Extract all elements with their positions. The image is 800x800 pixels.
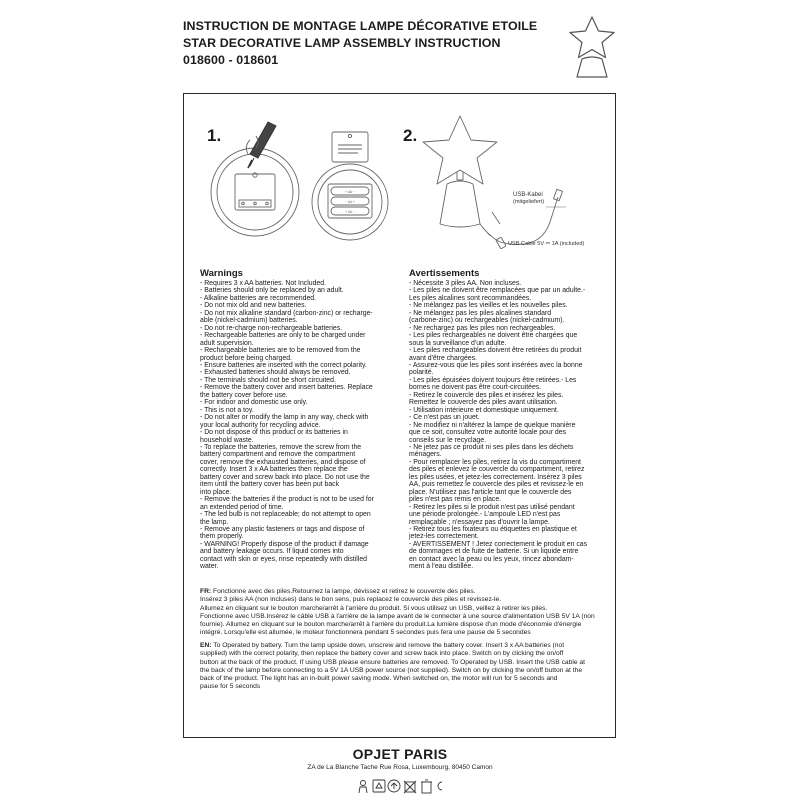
avertissements-heading: Avertissements <box>409 268 480 279</box>
warning-line: water. <box>200 563 219 571</box>
en-instruction-line: button at the back of the product. If using USB please ensure batteries are removed. To Operated by USB. Insert the USB cable at <box>200 658 585 666</box>
warning-line: - Do not mix alkaline standard (carbon-zinc) or recharge- <box>200 309 373 317</box>
warning-line: - Do not dispose of this product or its batteries in <box>200 429 348 437</box>
warning-line: battery compartment and remove the compartment <box>200 451 356 459</box>
warning-line: - Remove the batteries if the product is not to be used for <box>200 496 374 504</box>
en-instruction-line: the back of the lamp before connecting to a 5V 1A USB power source (not supplied). Switch on by clicking the on/off button at the <box>200 666 583 674</box>
avertissement-line: jetez-les correctement. <box>409 533 479 541</box>
step-1-illustration <box>210 112 390 247</box>
lamp-base <box>440 181 480 227</box>
step-1-label: 1. <box>207 126 222 145</box>
warning-line: - Do not mix old and new batteries. <box>200 302 307 310</box>
age-warning-icon <box>359 781 367 794</box>
recycle-box-icon <box>373 780 385 792</box>
waste-bin-icon <box>421 780 432 793</box>
fr-instruction-line: Insérez 3 piles AA (non incluses) dans le bon sens, puis replacez le couvercle des piles et revissez-le. <box>200 596 502 604</box>
warning-line: - The terminals should not be short circuited. <box>200 376 336 384</box>
warning-line: - Ensure batteries are inserted with the correct polarity. <box>200 361 367 369</box>
warning-line: adult supervision. <box>200 339 254 347</box>
warning-line: - Rechargeable batteries are only to be charged under <box>200 332 366 340</box>
avertissement-line: - Les piles rechargeables ne doivent être chargées que <box>409 332 578 340</box>
avertissement-line: sous la surveillance d'un adulte. <box>409 339 507 347</box>
avertissement-line: place. N'utilisez pas l'article tant que le couvercle des <box>409 488 572 496</box>
avertissement-line: ménagers. <box>409 451 442 459</box>
warning-line: - Do not re-charge non-rechargeable batteries. <box>200 324 343 332</box>
star-lamp-logo-icon <box>565 14 619 80</box>
usb-cable-spec-label: USB Cable 5V ⎓ 1A (included) <box>508 241 585 247</box>
avertissement-line: remplaçable ; n'essayez pas d'ouvrir la lampe. <box>409 518 550 526</box>
warning-line: an extended period of time. <box>200 503 284 511</box>
usb-kabel-label: USB-Kabel <box>513 192 543 198</box>
warning-line: - Remove any plastic fasteners or tags and dispose of <box>200 525 365 533</box>
warning-line: product before being charged. <box>200 354 292 362</box>
avertissement-line: - Pour remplacer les piles, retirez la vis du compartiment <box>409 458 581 466</box>
avertissement-line: - Les piles rechargeables doivent être retirées du produit <box>409 347 582 355</box>
avertissement-line: AA, puis remettez le couvercle des piles et revissez-le en <box>409 481 584 489</box>
avertissement-line: conseils sur le recyclage. <box>409 436 486 444</box>
svg-text:+ AA −: + AA − <box>345 190 355 194</box>
avertissement-line: - Utilisation intérieure et domestique uniquement. <box>409 406 559 414</box>
base-underside-left <box>211 148 299 236</box>
fr-instruction-line: intégré. Lorsqu'elle est allumée, le moteur fonctionnera pendant 5 secondes puis fera une pause de 5 secondes <box>200 629 531 637</box>
step-2-illustration <box>420 112 610 257</box>
avertissement-line: avant d'être chargées. <box>409 354 477 362</box>
fr-first-line: Fonctionne avec des piles.Retournez la lampe, dévissez et retirez le couvercle des piles. <box>211 588 476 595</box>
step-2-label: 2. <box>403 126 418 145</box>
avertissement-line: - AVERTISSEMENT ! Jetez correctement le produit en cas <box>409 540 588 548</box>
warning-line: - Rechargeable batteries are to be removed from the <box>200 347 361 355</box>
fr-instruction-line: Allumez en cliquant sur le bouton marche/arrêt à l'arrière du produit. Si vous utilisez un USB, veillez à retirer les piles. <box>200 604 548 612</box>
warnings-heading: Warnings <box>200 268 243 279</box>
english-instructions <box>200 642 605 692</box>
avertissement-line: - Ne mélangez pas les piles alcalines standard <box>409 309 552 317</box>
warning-line: cover, remove the exhausted batteries, and dispose of <box>200 458 366 466</box>
fr-instruction-line: Fonctionne avec USB.Insérez le câble USB à l'arrière de la lampe avant de le connecter à une source d'alimentation USB 5V 1A (non <box>200 612 595 620</box>
avertissement-line: une période prolongée.- L'ampoule LED n'est pas <box>409 511 561 519</box>
french-instructions <box>200 588 605 638</box>
warning-line: into place. <box>200 488 232 496</box>
svg-text:− AA +: − AA + <box>345 200 355 204</box>
battery-cover <box>332 132 368 162</box>
avertissement-line: piles n'est pas remis en place. <box>409 496 502 504</box>
warning-line: household waste. <box>200 436 254 444</box>
avertissement-line: Les piles alcalines sont recommandées. <box>409 294 532 302</box>
warning-line: - To replace the batteries, remove the screw from the <box>200 443 362 451</box>
warning-line: - Batteries should only be replaced by an adult. <box>200 287 344 295</box>
title-french: INSTRUCTION DE MONTAGE LAMPE DÉCORATIVE ETOILE <box>183 19 538 33</box>
avertissement-line: (carbone-zinc) ou rechargeables (nickel-cadmium). <box>409 317 565 325</box>
en-instruction-line: pause for 5 seconds <box>200 683 261 691</box>
warning-line: - Requires 3 x AA batteries. Not Included. <box>200 280 327 287</box>
en-instruction-line: back of the product. The light has an in-built power saving mode. When switched on, the motor will run for 5 seconds and <box>200 675 558 683</box>
warning-line: - Alkaline batteries are recommended. <box>200 294 317 302</box>
avertissement-line: - Ne jetez pas ce produit ni ses piles dans les déchets <box>409 443 574 451</box>
ce-mark-icon <box>438 782 442 790</box>
en-first-line: To Operated by battery. Turn the lamp upside down, unscrew and remove the battery cover. Insert 3 x AA batteries (not <box>211 642 565 649</box>
warning-line: and battery leakage occurs. If liquid comes into <box>200 548 344 556</box>
avertissement-line: que ce soit, consultez votre autorité locale pour des <box>409 429 567 437</box>
brand-address: ZA de La Blanche Tache Rue Rosa, Luxembourg, 80450 Camon <box>307 764 493 771</box>
warning-line: them properly. <box>200 533 244 541</box>
screwdriver-icon <box>246 122 276 168</box>
usb-kabel-sub-label: (mitgeliefert) <box>513 199 545 205</box>
warning-line: contact with skin or eyes, rinse repeatedly with distilled <box>200 555 367 563</box>
warnings-list <box>200 280 390 571</box>
warning-line: - The led bulb is not replaceable; do not attempt to open <box>200 511 371 519</box>
avertissement-line: - Ne mélangez pas les vieilles et les nouvelles piles. <box>409 302 568 310</box>
avertissement-line: Remettez le couvercle des piles avant utilisation. <box>409 399 558 407</box>
warning-line: the battery cover before use. <box>200 391 288 399</box>
avertissement-line: - Les piles ne doivent être remplacées que par un adulte.- <box>409 287 586 295</box>
warning-line: - Remove the battery cover and insert batteries. Replace <box>200 384 373 392</box>
avertissement-line: les piles usées, et jetez-les correctement. Insérez 3 piles <box>409 473 582 481</box>
warning-line: - Exhausted batteries should always be removed. <box>200 369 351 377</box>
avertissement-line: - Nécessite 3 piles AA. Non incluses. <box>409 280 522 287</box>
product-references: 018600 - 018601 <box>183 53 279 67</box>
avertissement-line: bornes ne doivent pas être court-circuitées. <box>409 384 542 392</box>
title-english: STAR DECORATIVE LAMP ASSEMBLY INSTRUCTION <box>183 36 501 50</box>
warning-line: - For indoor and domestic use only. <box>200 399 308 407</box>
avertissement-line: - Les piles épuisées doivent toujours être retirées.- Les <box>409 376 577 384</box>
avertissement-line: de dommages et de fuite de batterie. Si un liquide entre <box>409 548 579 556</box>
warning-line: correctly. Insert 3 x AA batteries then replace the <box>200 466 348 474</box>
avertissement-line: - Retirez les piles si le produit n'est pas utilisé pendant <box>409 503 575 511</box>
warning-line: item until the battery cover has been put back <box>200 481 340 489</box>
warning-line: - WARNING! Properly dispose of the product if damage <box>200 540 369 548</box>
warning-line: the lamp. <box>200 518 229 526</box>
avertissement-line: - Ne modifiez ni n'altérez la lampe de quelque manière <box>409 421 576 429</box>
compliance-pictograms <box>356 778 446 794</box>
brand-name: OPJET PARIS <box>352 746 448 762</box>
avertissement-line: ment à l'eau distillée. <box>409 563 474 571</box>
avertissements-section <box>409 269 605 571</box>
warning-line: - This is not a toy. <box>200 406 254 414</box>
star-lamp-shade <box>423 116 497 184</box>
avertissement-line: - Ce n'est pas un jouet. <box>409 414 480 422</box>
svg-text:+ AA −: + AA − <box>345 210 355 214</box>
warnings-section <box>200 269 390 571</box>
avertissement-line: en contact avec la peau ou les yeux, rincez abondam- <box>409 555 574 563</box>
avertissement-line: - Retirez le couvercle des piles et insérez les piles. <box>409 391 564 399</box>
en-instruction-line: supplied) with the correct polarity, then replace the battery cover and screw back into place. Switch on by clicking the on/off <box>200 650 564 658</box>
warning-line: your local authority for recycling advice. <box>200 421 321 429</box>
battery-disposal-icon <box>404 781 416 793</box>
avertissement-line: - Retirez tous les fixateurs ou étiquettes en plastique et <box>409 525 577 533</box>
warning-line: able (nickel-cadmium) batteries. <box>200 317 298 325</box>
avertissement-line: - Assurez-vous que les piles sont insérées avec la bonne <box>409 361 583 369</box>
warning-line: - Do not alter or modify the lamp in any way, check with <box>200 414 369 422</box>
fr-instruction-line: fournie). Allumez en cliquant sur le bouton marche/arrêt à l'arrière du produit.La lumière dispose d'un mode d'économie d'énergie <box>200 621 582 629</box>
avertissements-list <box>409 280 605 571</box>
triman-icon <box>388 780 400 792</box>
fr-label: FR: <box>200 588 212 595</box>
avertissement-line: des piles et enlevez le couvercle du compartiment, retirez <box>409 466 585 474</box>
avertissement-line: - Ne rechargez pas les piles non rechargeables. <box>409 324 556 332</box>
avertissement-line: polarité. <box>409 369 434 377</box>
warning-line: battery cover and screw back into place. Do not use the <box>200 473 370 481</box>
en-label: EN: <box>200 642 212 649</box>
